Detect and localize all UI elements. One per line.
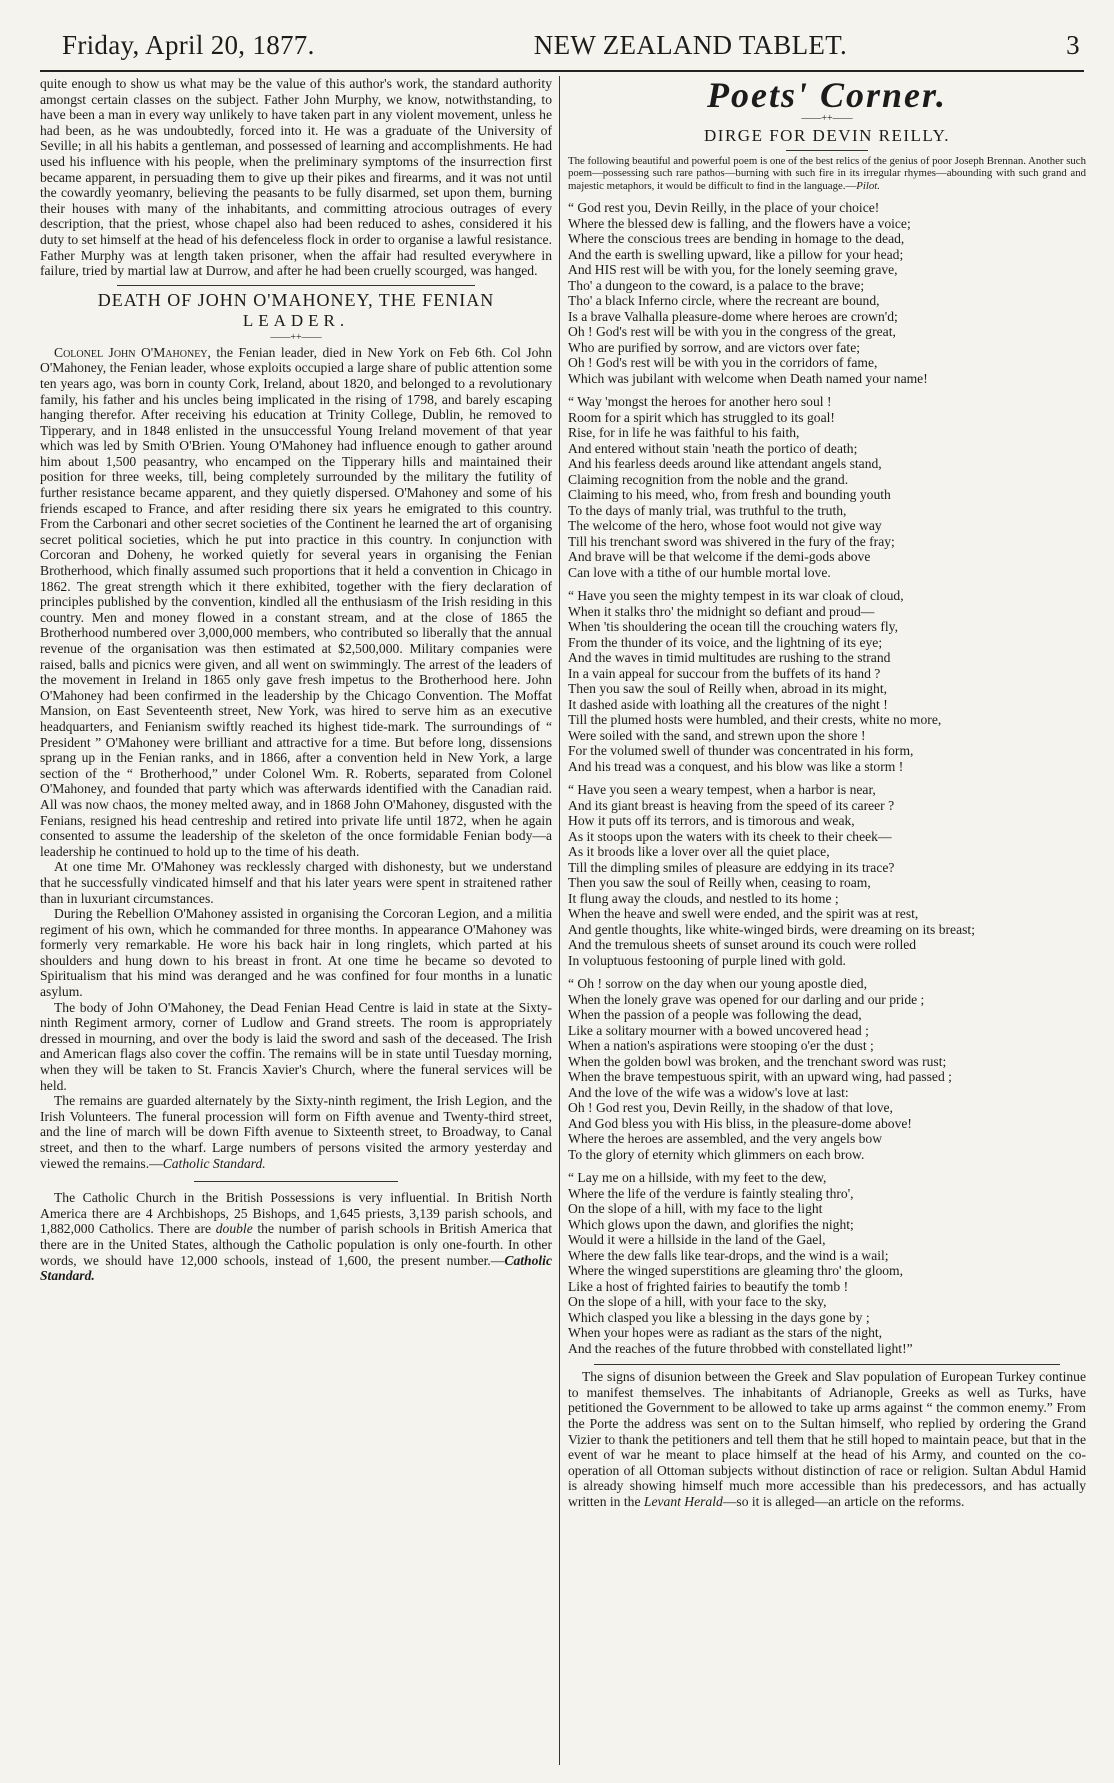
poem-line: Like a host of frighted fairies to beautify the tomb !	[568, 1278, 849, 1294]
poem-line: As it broods like a lover over all the quiet place,	[568, 844, 830, 860]
death-paragraph-1-text: the Fenian leader, died in New York on Feb 6th. Col John O'Mahoney, the Fenian leader, whose exploits occupied a large share of public attention some ten years ago, was born in county Cork, Ireland, about 1820, and belonged to a revolutionary family, his father and his uncles being implicated in the rising of 1798, and barely escaping hanging therefor. After receiving his education at Trinity College, Dublin, he removed to Tipperary, and in 1848 enlisted in the unsuccessful Young Ireland movement of that year which was led by Smith O'Brien. Young O'Mahoney had influence enough to gather around him about 1,500 peasantry, who encamped on the Tipperary hills and maintained their position for three weeks, till, being completely surrounded by the military the futility of further resistance became apparent, and they quietly dispersed. O'Mahoney and some of his friends escaped to France, and after residing there six years he emigrated to this country. From the Carbonari and other secret societies of the Continent he learned the art of organising secret political societies, which he put into practice in this country. In conjunction with Corcoran and Doheny, he worked quietly for several years in organising the Fenian Brotherhood, which finally assumed such proportions that it held a convention in Chicago in 1862. The great strength which it there exhibited, together with the fiery declaration of principles published by the convention, kindled all the enthusiasm of the Irish residing in this country. Men and money flowed in a constant stream, and at the close of 1865 the Brotherhood numbered over 3,000,000 members, who contributed so liberally that the annual revenue of the organisation was then estimated at $2,500,000. Military companies were raised, balls and picnics were given, and all went on swimmingly. The arrest of the leaders of the movement in Ireland in 1865 only gave fresh impetus to the Brotherhood here. John O'Mahoney had been confirmed in the leadership by the Chicago Convention. The Moffat Mansion, on East Seventeenth street, New York, was hired to serve him as an executive headquarters, and Fenianism swiftly reached its highest tide-mark. The surroundings of “ President ” O'Mahoney were brilliant and attractive for a time. But before long, dissensions sprang up in the Fenian ranks, and in 1866, after a convention held in New York, a large section of the “ Brotherhood,” under Colonel Wm. R. Roberts, separated from Colonel O'Mahoney, and founded that party which was afterwards identified with the Canadian raid. All was now chaos, the money melted away, and in 1868 John O'Mahoney, disgusted with the Fenians, resigned his head centreship and retired into private life until 1872, when he again consented to assume the leadership of the skeleton of the once formidable Fenian body—a leadership he continued to hold up to the time of his death.	[40, 344, 552, 859]
poem-line: And the waves in timid multitudes are rushing to the strand	[568, 650, 891, 666]
poem-line: “ God rest you, Devin Reilly, in the place of your choice!	[568, 200, 880, 216]
poem-line: And gentle thoughts, like white-winged birds, were dreaming on its breast;	[568, 921, 975, 937]
poem-stanza	[568, 782, 1086, 968]
poem-line: It dashed aside with loathing all the creatures of the night !	[568, 696, 888, 712]
poem-line: Is a brave Valhalla pleasure-dome where heroes are crown'd;	[568, 308, 898, 324]
poem-line: Claiming recognition from the noble and the grand.	[568, 471, 849, 487]
catholic-source: Catholic Standard.	[40, 1252, 552, 1284]
ornament-rule: ——++——	[801, 113, 853, 124]
poem-line: When the heave and swell were ended, and the spirit was at rest,	[568, 906, 919, 922]
turkey-text: The signs of disunion between the Greek and Slav population of European Turkey continue to manifest themselves. The inhabitants of Adrianople, Greeks as well as Turks, have petitioned the Government to be allowed to take up arms against “ the common enemy.” From the Porte the address was sent on to the Sultan himself, who replied by ordering the Grand Vizier to thank the petitioners and tell them that he still hoped to maintain peace, but that in the event of war he meant to place himself at the head of his Army, and counted on the co-operation of all Ottoman subjects without distinction of race or religion. Sultan Abdul Hamid is already showing himself much more accessible than his predecessors, and has actually written in the	[568, 1369, 1086, 1509]
right-column	[568, 76, 1086, 1763]
poem-line: “ Way 'mongst the heroes for another hero soul !	[568, 394, 832, 410]
poem-title: DIRGE FOR DEVIN REILLY.	[704, 126, 950, 145]
poem-intro-source: Pilot.	[856, 179, 880, 192]
poem-line: Tho' a black Inferno circle, where the recreant are bound,	[568, 293, 880, 309]
column-divider	[559, 76, 560, 1765]
poem-line: Were soiled with the sand, and strewn upon the shore !	[568, 727, 866, 743]
poem-line: “ Oh ! sorrow on the day when our young apostle died,	[568, 976, 867, 992]
poem-line: Oh ! God rest you, Devin Reilly, in the shadow of that love,	[568, 1100, 893, 1116]
poem-line: For the volumed swell of thunder was concentrated in his form,	[568, 743, 914, 759]
death-headline-leader: LEADER.	[242, 310, 350, 330]
poem-body	[568, 200, 1086, 1356]
poem-line: Who are purified by sorrow, and are victors over fate;	[568, 339, 861, 355]
poem-line: And the tremulous sheets of sunset around its couch were rolled	[568, 937, 917, 953]
lead-name: Colonel John O'Mahoney,	[54, 344, 211, 360]
catholic-text-rest: the number of parish schools in British America that there are in the United States, although the Catholic population is only one-fourth. In other words, we should have 12,000 schools, instead of 1,600, the present number.—	[40, 1221, 552, 1268]
poem-line: Where the conscious trees are bending in homage to the dead,	[568, 231, 905, 247]
poem-line: When the brave tempestuous spirit, with an upward wing, had passed ;	[568, 1069, 952, 1085]
poem-line: Would it were a hillside in the land of the Gael,	[568, 1232, 826, 1248]
poem-line: As it stoops upon the waters with its cheek to their cheek—	[568, 828, 892, 844]
poem-line: “ Have you seen a weary tempest, when a harbor is near,	[568, 782, 876, 798]
poem-stanza	[568, 394, 1086, 580]
death-paragraph-1	[40, 345, 552, 860]
poem-line: Where the life of the verdure is faintly stealing thro',	[568, 1185, 854, 1201]
header-date: Friday, April 20, 1877.	[62, 30, 315, 60]
poem-line: Till the dimpling smiles of pleasure are eddying in its trace?	[568, 859, 895, 875]
poem-line: Till his trenchant sword was shivered in the fury of the fray;	[568, 533, 895, 549]
catholic-paragraph	[40, 1190, 552, 1284]
poem-line: And the love of the wife was a widow's love at last:	[568, 1084, 849, 1100]
poem-line: “ Have you seen the mighty tempest in its war cloak of cloud,	[568, 588, 904, 604]
poem-line: And his fearless deeds around like attendant angels stand,	[568, 456, 882, 472]
poem-stanza	[568, 588, 1086, 774]
poem-line: On the slope of a hill, with your face to the sky,	[568, 1294, 827, 1310]
poem-line: On the slope of a hill, with my face to the light	[568, 1201, 823, 1217]
poem-line: It flung away the clouds, and nestled to its home ;	[568, 890, 839, 906]
poem-line: The welcome of the hero, whose foot would not give way	[568, 518, 882, 534]
poem-line: Which glows upon the dawn, and glorifies the night;	[568, 1216, 854, 1232]
header-page-number: 3	[1066, 30, 1080, 60]
poem-line: From the thunder of its voice, and the lightning of its eye;	[568, 634, 883, 650]
poem-line: When the lonely grave was opened for our darling and our pride ;	[568, 991, 925, 1007]
poem-line: Then you saw the soul of Reilly when, abroad in its might,	[568, 681, 888, 697]
turkey-emphasis: Levant Herald	[643, 1493, 723, 1509]
death-paragraph-2: At one time Mr. O'Mahoney was recklessly charged with dishonesty, but we understand that he successfully vindicated himself and that his later years were spent in straitened rather than in luxuriant circumstances.	[40, 859, 552, 906]
page-header	[62, 30, 1080, 66]
poem-line: And his tread was a conquest, and his blow was like a storm !	[568, 758, 904, 774]
death-paragraph-3: During the Rebellion O'Mahoney assisted in organising the Corcoran Legion, and a militia regiment of his own, which he commanded for three months. In appearance O'Mahoney was formerly very remarkable. He wore his back hair in long ringlets, which parted at his shoulders and hung down to his breast in front. At one time he became so devoted to Spiritualism that his mind was deranged and he was confined for four months in a lunatic asylum.	[40, 906, 552, 1000]
poem-line: Oh ! God's rest will be with you in the corridors of fame,	[568, 355, 878, 371]
poem-line: When the passion of a people was following the dead,	[568, 1007, 862, 1023]
article-separator	[194, 1181, 399, 1182]
poem-line: In voluptuous festooning of purple lined with gold.	[568, 952, 846, 968]
poem-line: And brave will be that welcome if the demi-gods above	[568, 549, 871, 565]
poem-line: When 'tis shouldering the ocean till the crouching waters fly,	[568, 619, 898, 635]
poem-intro-text: The following beautiful and powerful poem is one of the best relics of the genius of poor Joseph Brennan. Another such poem—possessing such rare pathos—burning with such fire in its irregular rhymes—abounding with such grand and majestic metaphors, it would be difficult to find in the language.—	[568, 155, 1086, 192]
poem-line: And God bless you with His bliss, in the pleasure-dome above!	[568, 1115, 912, 1131]
left-column	[40, 76, 552, 1763]
death-paragraph-4: The body of John O'Mahoney, the Dead Fenian Head Centre is laid in state at the Sixty-ninth Regiment armory, corner of Ludlow and Grand streets. The room is appropriately dressed in mourning, and over the body is laid the sword and sash of the deceased. The Irish and American flags also cover the coffin. The remains will be in state until Tuesday morning, when they will be taken to St. Francis Xavier's Church, where the funeral services will be held.	[40, 999, 552, 1093]
poem-line: When your hopes were as radiant as the stars of the night,	[568, 1325, 883, 1341]
poem-line: Can love with a tithe of our humble mortal love.	[568, 564, 831, 580]
poem-line: When it stalks thro' the midnight so defiant and proud—	[568, 603, 875, 619]
poem-stanza	[568, 1170, 1086, 1356]
poem-line: Then you saw the soul of Reilly when, ceasing to roam,	[568, 875, 871, 891]
poem-line: In a vain appeal for succour from the buffets of its hand ?	[568, 665, 881, 681]
turkey-text-rest: —so it is alleged—an article on the reforms.	[722, 1493, 965, 1509]
poem-line: Rise, for in life he was faithful to his faith,	[568, 425, 800, 441]
poem-line: Room for a spirit which has struggled to its goal!	[568, 409, 835, 425]
header-rule	[40, 70, 1084, 72]
poem-stanza	[568, 976, 1086, 1162]
death-headline: DEATH OF JOHN O'MAHONEY, THE FENIAN	[97, 289, 495, 310]
poem-line: Where the blessed dew is falling, and the flowers have a voice;	[568, 215, 911, 231]
header-title: NEW ZEALAND TABLET.	[533, 30, 848, 60]
catholic-text: The Catholic Church in the British Possessions is very influential. In British North America there are 4 Archbishops, 25 Bishops, and 1,645 priests, 3,139 parish schools, and 1,882,000 Catholics. There are	[40, 1190, 552, 1237]
poem-line: Claiming to his meed, who, from fresh and bounding youth	[568, 487, 891, 503]
poem-line: Where the dew falls like tear-drops, and the wind is a wail;	[568, 1247, 889, 1263]
death-paragraph-5	[40, 1093, 552, 1171]
death-source: Catholic Standard.	[162, 1155, 266, 1171]
poem-line: To the glory of eternity which glimmers on each brow.	[568, 1146, 865, 1162]
poem-line: Tho' a dungeon to the coward, is a palace to the brave;	[568, 277, 865, 293]
poem-line: Which was jubilant with welcome when Death named your name!	[568, 370, 928, 386]
article-separator	[594, 1364, 1060, 1365]
article-separator	[117, 285, 475, 286]
catholic-emphasis: double	[215, 1221, 253, 1237]
title-rule	[786, 150, 869, 151]
poem-line: When a nation's aspirations were stooping o'er the dust ;	[568, 1038, 874, 1054]
ornament-rule: ——++——	[270, 331, 322, 343]
death-paragraph-5-text: The remains are guarded alternately by the Sixty-ninth regiment, the Irish Legion, and the Irish Volunteers. The funeral procession will form on Fifth avenue and Twenty-third street, and the line of march will be down Fifth avenue to Sixteenth street, to Broadway, to Canal street, and then to the wharf. Large numbers of persons visited the armory yesterday and viewed the remains.—	[40, 1093, 552, 1171]
poem-line: Where the heroes are assembled, and the very angels bow	[568, 1131, 883, 1147]
poem-line: Till the plumed hosts were humbled, and their crests, white no more,	[568, 712, 942, 728]
poem-line: And its giant breast is heaving from the speed of its career ?	[568, 797, 895, 813]
poem-line: And the earth is swelling upward, like a pillow for your head;	[568, 246, 904, 262]
poem-intro	[568, 155, 1086, 192]
poets-corner-masthead: Poets' Corner.	[706, 76, 948, 115]
poem-line: Which clasped you like a blessing in the days gone by ;	[568, 1309, 870, 1325]
poem-stanza	[568, 200, 1086, 386]
turkey-paragraph	[568, 1369, 1086, 1509]
poem-line: And HIS rest will be with you, for the lonely seeming grave,	[568, 262, 898, 278]
poem-line: Oh ! God's rest will be with you in the congress of the great,	[568, 324, 896, 340]
poem-line: How it puts off its terrors, and is timorous and weak,	[568, 813, 855, 829]
poem-line: Like a solitary mourner with a bowed uncovered head ;	[568, 1022, 869, 1038]
poem-line: And entered without stain 'neath the portico of death;	[568, 440, 858, 456]
poem-line: “ Lay me on a hillside, with my feet to the dew,	[568, 1170, 827, 1186]
poem-line: Where the winged superstitions are gleaming thro' the gloom,	[568, 1263, 904, 1279]
poem-line: To the days of manly trial, was truthful to the truth,	[568, 502, 847, 518]
poem-line: When the golden bowl was broken, and the trenchant sword was rust;	[568, 1053, 947, 1069]
murphy-paragraph: quite enough to show us what may be the value of this author's work, the standard authority amongst certain classes on the subject. Father John Murphy, we know, notwithstanding, to have been a man in every way unlikely to have taken part in any violent movement, unless he had been, as he was undoubtedly, forced into it. He was a graduate of the University of Seville; in all his habits a gentleman, and possessed of learning and accomplishments. He had used his influence with his people, when the preliminary symptoms of the insurrection first became apparent, in persuading them to give up their pikes and firearms, and it was not until the cowardly yeomanry, believing the peasants to be fully disarmed, set upon them, burning their houses with many of the inhabitants, and committing atrocious outrages of every description, that the priest, whose chapel also had been reduced to ashes, considered it his duty to set himself at the head of his defenceless flock in order to organise a lawful resistance. Father Murphy was at length taken prisoner, when the affair had resulted everywhere in failure, tried by martial law at Durrow, and after he had been cruelly scourged, was hanged.	[40, 76, 552, 279]
poem-line: And the reaches of the future throbbed with constellated light!”	[568, 1340, 913, 1356]
